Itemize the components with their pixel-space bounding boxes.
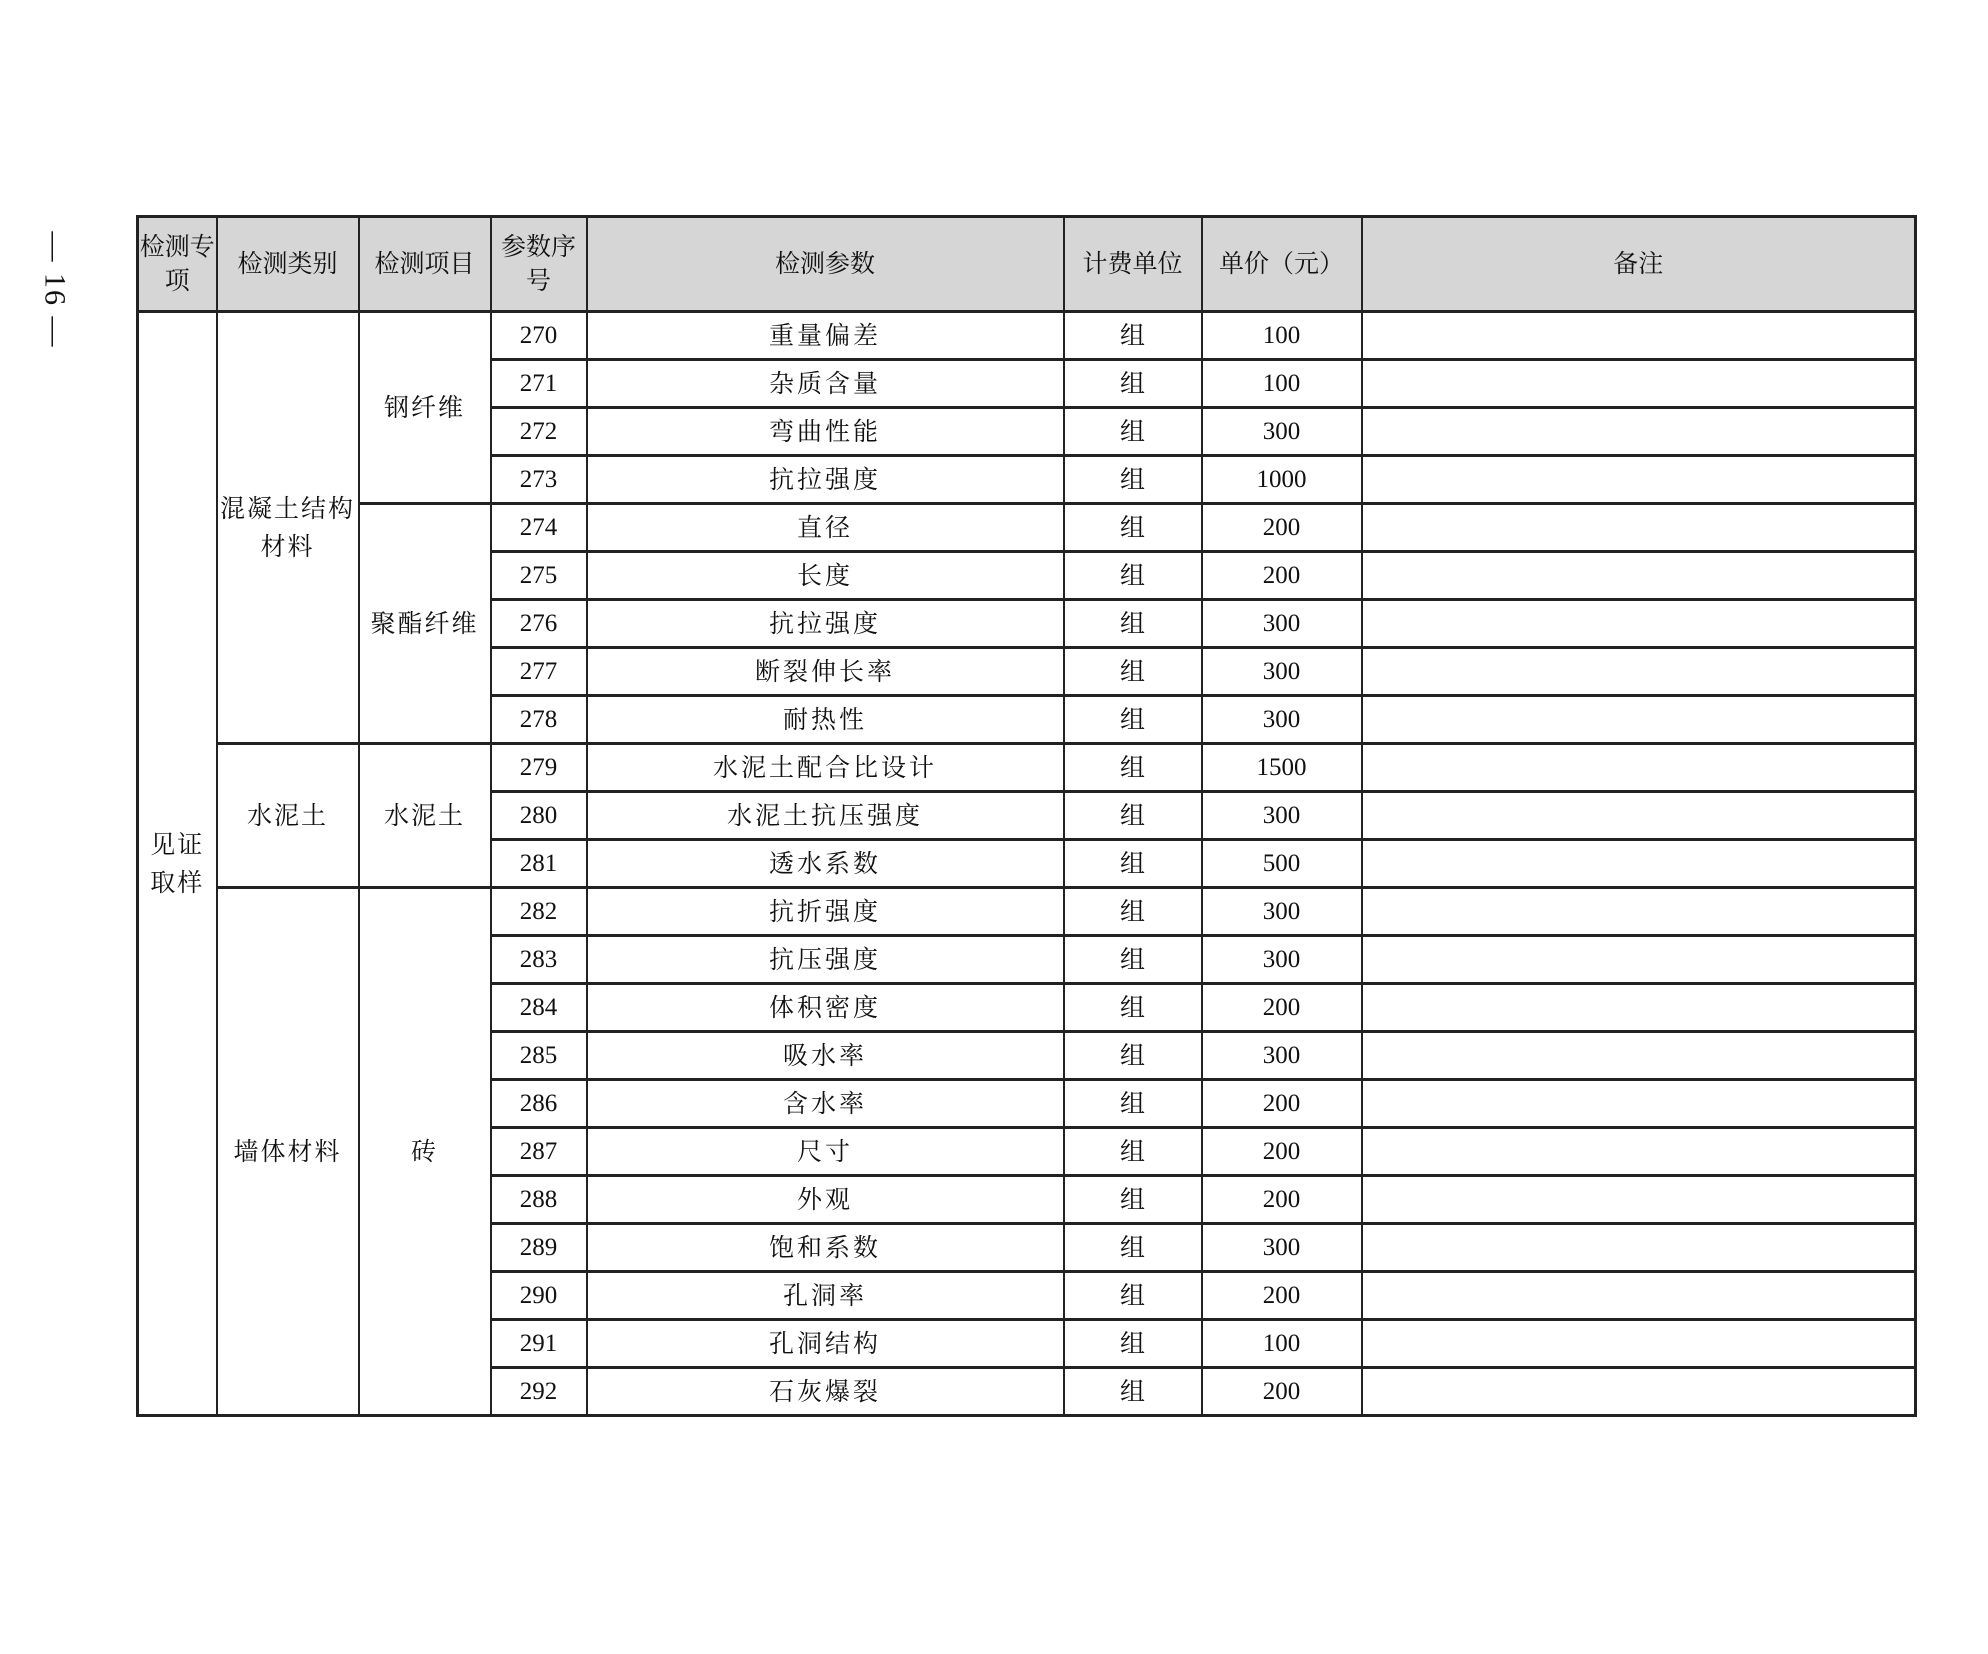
seq-cell: 273 — [491, 456, 587, 504]
remark-cell — [1362, 600, 1916, 648]
price-cell: 1500 — [1202, 744, 1362, 792]
seq-cell: 279 — [491, 744, 587, 792]
remark-cell — [1362, 1320, 1916, 1368]
seq-cell: 282 — [491, 888, 587, 936]
seq-cell: 275 — [491, 552, 587, 600]
page-number-text: — 16 — — [38, 231, 71, 349]
price-cell: 300 — [1202, 696, 1362, 744]
unit-cell: 组 — [1064, 984, 1202, 1032]
param-cell: 水泥土抗压强度 — [587, 792, 1064, 840]
remark-cell — [1362, 504, 1916, 552]
param-cell: 外观 — [587, 1176, 1064, 1224]
header-seq: 参数序号 — [491, 217, 587, 312]
seq-cell: 290 — [491, 1272, 587, 1320]
unit-cell: 组 — [1064, 1224, 1202, 1272]
remark-cell — [1362, 936, 1916, 984]
unit-cell: 组 — [1064, 1032, 1202, 1080]
param-cell: 透水系数 — [587, 840, 1064, 888]
seq-cell: 291 — [491, 1320, 587, 1368]
remark-cell — [1362, 1368, 1916, 1416]
item-cell-polyester-fiber: 聚酯纤维 — [359, 504, 491, 744]
unit-cell: 组 — [1064, 1128, 1202, 1176]
price-cell: 300 — [1202, 408, 1362, 456]
param-cell: 水泥土配合比设计 — [587, 744, 1064, 792]
table-row — [138, 504, 1916, 552]
param-cell: 抗折强度 — [587, 888, 1064, 936]
price-cell: 300 — [1202, 936, 1362, 984]
remark-cell — [1362, 696, 1916, 744]
price-cell: 100 — [1202, 1320, 1362, 1368]
header-special: 检测专项 — [138, 217, 217, 312]
unit-cell: 组 — [1064, 696, 1202, 744]
price-cell: 300 — [1202, 648, 1362, 696]
price-cell: 300 — [1202, 1032, 1362, 1080]
table-row — [138, 312, 1916, 360]
unit-cell: 组 — [1064, 1080, 1202, 1128]
unit-cell: 组 — [1064, 1368, 1202, 1416]
seq-cell: 270 — [491, 312, 587, 360]
unit-cell: 组 — [1064, 1176, 1202, 1224]
seq-cell: 292 — [491, 1368, 587, 1416]
remark-cell — [1362, 312, 1916, 360]
table-row — [138, 744, 1916, 792]
remark-cell — [1362, 1080, 1916, 1128]
header-unit: 计费单位 — [1064, 217, 1202, 312]
price-cell: 500 — [1202, 840, 1362, 888]
seq-cell: 277 — [491, 648, 587, 696]
unit-cell: 组 — [1064, 504, 1202, 552]
param-cell: 重量偏差 — [587, 312, 1064, 360]
remark-cell — [1362, 984, 1916, 1032]
remark-cell — [1362, 840, 1916, 888]
header-category: 检测类别 — [217, 217, 359, 312]
header-price: 单价（元） — [1202, 217, 1362, 312]
seq-cell: 288 — [491, 1176, 587, 1224]
price-cell: 300 — [1202, 1224, 1362, 1272]
unit-cell: 组 — [1064, 552, 1202, 600]
price-cell: 200 — [1202, 552, 1362, 600]
param-cell: 抗拉强度 — [587, 600, 1064, 648]
special-cell: 见证取样 — [138, 312, 217, 1416]
price-cell: 300 — [1202, 888, 1362, 936]
remark-cell — [1362, 1272, 1916, 1320]
seq-cell: 289 — [491, 1224, 587, 1272]
unit-cell: 组 — [1064, 648, 1202, 696]
header-remark: 备注 — [1362, 217, 1916, 312]
remark-cell — [1362, 648, 1916, 696]
seq-cell: 281 — [491, 840, 587, 888]
param-cell: 断裂伸长率 — [587, 648, 1064, 696]
param-cell: 抗拉强度 — [587, 456, 1064, 504]
remark-cell — [1362, 1176, 1916, 1224]
item-cell-steel-fiber: 钢纤维 — [359, 312, 491, 504]
remark-cell — [1362, 552, 1916, 600]
header-param: 检测参数 — [587, 217, 1064, 312]
unit-cell: 组 — [1064, 792, 1202, 840]
remark-cell — [1362, 744, 1916, 792]
unit-cell: 组 — [1064, 888, 1202, 936]
remark-cell — [1362, 1224, 1916, 1272]
item-cell-brick: 砖 — [359, 888, 491, 1416]
unit-cell: 组 — [1064, 360, 1202, 408]
table-row — [138, 888, 1916, 936]
unit-cell: 组 — [1064, 744, 1202, 792]
unit-cell: 组 — [1064, 1320, 1202, 1368]
remark-cell — [1362, 408, 1916, 456]
category-cell-wall: 墙体材料 — [217, 888, 359, 1416]
price-cell: 200 — [1202, 504, 1362, 552]
item-cell-cement-soil: 水泥土 — [359, 744, 491, 888]
param-cell: 体积密度 — [587, 984, 1064, 1032]
price-cell: 200 — [1202, 1080, 1362, 1128]
header-item: 检测项目 — [359, 217, 491, 312]
category-cell-concrete: 混凝土结构材料 — [217, 312, 359, 744]
price-cell: 200 — [1202, 984, 1362, 1032]
price-cell: 300 — [1202, 792, 1362, 840]
seq-cell: 271 — [491, 360, 587, 408]
unit-cell: 组 — [1064, 456, 1202, 504]
param-cell: 孔洞率 — [587, 1272, 1064, 1320]
remark-cell — [1362, 792, 1916, 840]
param-cell: 杂质含量 — [587, 360, 1064, 408]
fee-table — [136, 215, 1917, 1417]
seq-cell: 274 — [491, 504, 587, 552]
unit-cell: 组 — [1064, 936, 1202, 984]
price-cell: 1000 — [1202, 456, 1362, 504]
unit-cell: 组 — [1064, 408, 1202, 456]
unit-cell: 组 — [1064, 600, 1202, 648]
param-cell: 长度 — [587, 552, 1064, 600]
unit-cell: 组 — [1064, 840, 1202, 888]
param-cell: 抗压强度 — [587, 936, 1064, 984]
param-cell: 孔洞结构 — [587, 1320, 1064, 1368]
param-cell: 饱和系数 — [587, 1224, 1064, 1272]
unit-cell: 组 — [1064, 1272, 1202, 1320]
category-cell-cement-soil: 水泥土 — [217, 744, 359, 888]
price-cell: 200 — [1202, 1368, 1362, 1416]
remark-cell — [1362, 360, 1916, 408]
seq-cell: 285 — [491, 1032, 587, 1080]
remark-cell — [1362, 1032, 1916, 1080]
price-cell: 100 — [1202, 360, 1362, 408]
price-cell: 200 — [1202, 1176, 1362, 1224]
seq-cell: 276 — [491, 600, 587, 648]
header-row — [138, 217, 1916, 312]
seq-cell: 278 — [491, 696, 587, 744]
remark-cell — [1362, 888, 1916, 936]
remark-cell — [1362, 1128, 1916, 1176]
param-cell: 直径 — [587, 504, 1064, 552]
param-cell: 石灰爆裂 — [587, 1368, 1064, 1416]
seq-cell: 286 — [491, 1080, 587, 1128]
seq-cell: 280 — [491, 792, 587, 840]
unit-cell: 组 — [1064, 312, 1202, 360]
remark-cell — [1362, 456, 1916, 504]
seq-cell: 272 — [491, 408, 587, 456]
seq-cell: 283 — [491, 936, 587, 984]
price-cell: 200 — [1202, 1272, 1362, 1320]
price-cell: 200 — [1202, 1128, 1362, 1176]
param-cell: 尺寸 — [587, 1128, 1064, 1176]
param-cell: 弯曲性能 — [587, 408, 1064, 456]
param-cell: 耐热性 — [587, 696, 1064, 744]
seq-cell: 284 — [491, 984, 587, 1032]
price-cell: 100 — [1202, 312, 1362, 360]
page-number — [30, 215, 78, 365]
seq-cell: 287 — [491, 1128, 587, 1176]
param-cell: 含水率 — [587, 1080, 1064, 1128]
param-cell: 吸水率 — [587, 1032, 1064, 1080]
price-cell: 300 — [1202, 600, 1362, 648]
